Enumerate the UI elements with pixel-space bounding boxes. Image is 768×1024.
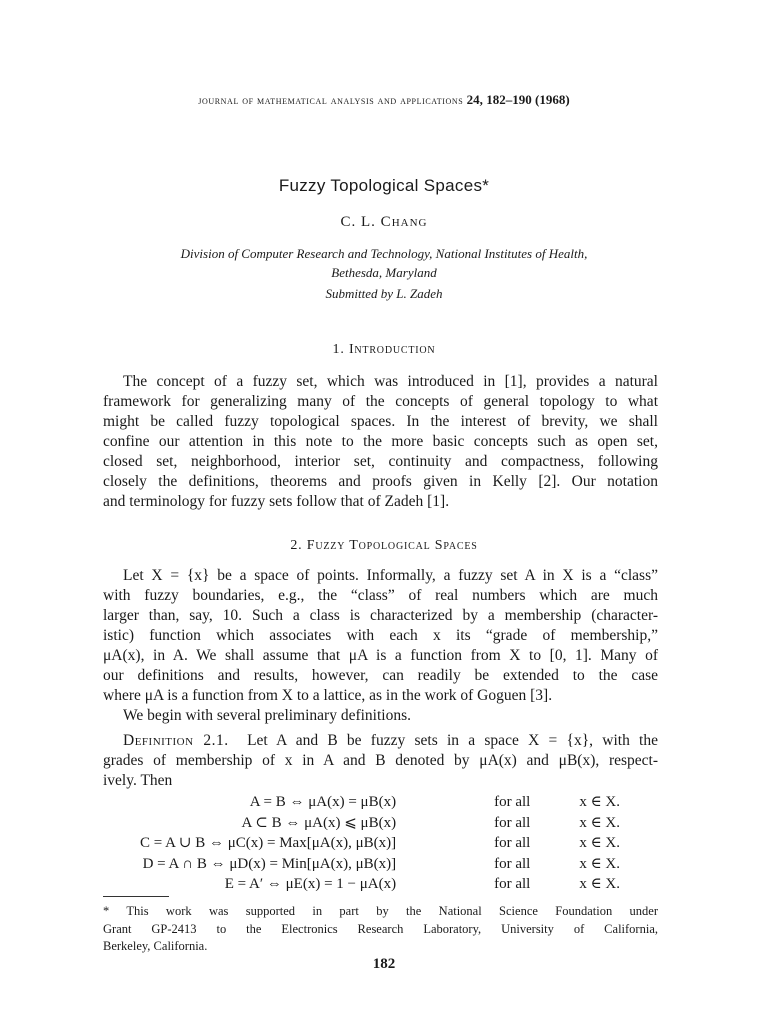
equation-row: [140, 854, 620, 875]
submitted-by: Submitted by L. Zadeh: [325, 286, 443, 301]
equation: A = B ⇔ μA(x) = μB(x): [249, 794, 397, 810]
paragraph-line: and terminology for fuzzy sets follow that of Zadeh [1].: [103, 493, 450, 510]
equation-quantifier: for all: [494, 835, 531, 851]
equation-quantifier: for all: [494, 876, 531, 892]
journal-header: [0, 92, 768, 108]
paragraph-line: We begin with several preliminary definitions.: [123, 707, 412, 724]
equation-domain: x ∈ X.: [579, 814, 620, 831]
equation-row: [140, 792, 620, 813]
paragraph-line: with fuzzy boundaries, e.g., the “class” of real numbers which are much: [103, 587, 658, 604]
footnote-line: Berkeley, California.: [103, 939, 208, 953]
paragraph-line: might be called fuzzy topological spaces. In the interest of brevity, we shall: [103, 413, 658, 430]
footnote: [103, 903, 658, 956]
paragraph-line: closed set, neighborhood, interior set, continuity and compactness, following: [103, 453, 658, 470]
equation: C = A ∪ B ⇔ μC(x) = Max[μA(x), μB(x)]: [140, 835, 397, 851]
paragraph-line: istic) function which associates with each x its “grade of membership,”: [103, 627, 658, 644]
paragraph-line: grades of membership of x in A and B denoted by μA(x) and μB(x), respect-: [103, 752, 658, 769]
paragraph-line: framework for generalizing many of the concepts of general topology to what: [103, 393, 658, 410]
paragraph-line: ively. Then: [103, 772, 173, 789]
affiliation: [0, 244, 768, 282]
paragraph-line: larger than, say, 10. Such a class is characterized by a membership (character-: [103, 607, 658, 624]
paragraph-line: where μA is a function from X to a lattice, as in the work of Goguen [3].: [103, 687, 553, 704]
equation-quantifier: for all: [494, 855, 531, 872]
journal-volume: 24,: [466, 92, 483, 107]
definition-equations: [140, 792, 620, 895]
footnote-rule: [103, 896, 169, 897]
paragraph-line: The concept of a fuzzy set, which was introduced in [1], provides a natural: [123, 373, 658, 390]
paragraph-line: our definitions and results, however, can readily be extended to the case: [103, 667, 658, 684]
paragraph-line: Let X = {x} be a space of points. Informally, a fuzzy set A in X is a “class”: [123, 567, 658, 584]
paragraph-line: confine our attention in this note to the more basic concepts such as open set,: [103, 433, 658, 450]
journal-name: journal of mathematical analysis and applications: [198, 95, 464, 107]
section-2-paragraph: [103, 566, 658, 726]
paper-title: Fuzzy Topological Spaces*: [278, 176, 490, 195]
section-1-paragraph: [103, 372, 658, 512]
definition-first-line: [103, 731, 658, 751]
section-1-heading: 1. Introduction: [332, 342, 436, 357]
page-number: 182: [372, 956, 396, 972]
equation-row: [140, 813, 620, 834]
definition-text: Let A and B be fuzzy sets in a space X = {x}, with the: [247, 732, 658, 749]
equation-domain: x ∈ X.: [579, 855, 620, 872]
equation: D = A ∩ B ⇔ μD(x) = Min[μA(x), μB(x)]: [142, 855, 397, 872]
author-name: C. L. Chang: [340, 214, 428, 230]
definition-label: Definition 2.1.: [123, 732, 229, 749]
footnote-line: Grant GP-2413 to the Electronics Research Laboratory, University of California,: [103, 921, 658, 936]
equation-domain: x ∈ X.: [579, 794, 620, 810]
equation-domain: x ∈ X.: [579, 835, 620, 851]
section-2-heading: 2. Fuzzy Topological Spaces: [290, 538, 478, 553]
affiliation-line-1: Division of Computer Research and Technology, National Institutes of Health,: [180, 246, 588, 261]
affiliation-line-2: Bethesda, Maryland: [331, 265, 437, 280]
equation-row: [140, 874, 620, 895]
equation: E = A′ ⇔ μE(x) = 1 − μA(x): [224, 876, 397, 892]
paragraph-line: μA(x), in A. We shall assume that μA is a function from X to [0, 1]. Many of: [103, 647, 658, 664]
paragraph-line: closely the definitions, theorems and proofs given in Kelly [2]. Our notation: [103, 473, 658, 490]
footnote-line: * This work was supported in part by the National Science Foundation under: [103, 904, 658, 918]
equation-quantifier: for all: [494, 794, 531, 810]
equation: A ⊂ B ⇔ μA(x) ⩽ μB(x): [241, 814, 397, 831]
journal-pages-year: 182–190 (1968): [486, 92, 570, 107]
equation-row: [140, 833, 620, 854]
definition-2-1: [103, 731, 658, 791]
equation-quantifier: for all: [494, 814, 531, 831]
equation-domain: x ∈ X.: [579, 876, 620, 892]
